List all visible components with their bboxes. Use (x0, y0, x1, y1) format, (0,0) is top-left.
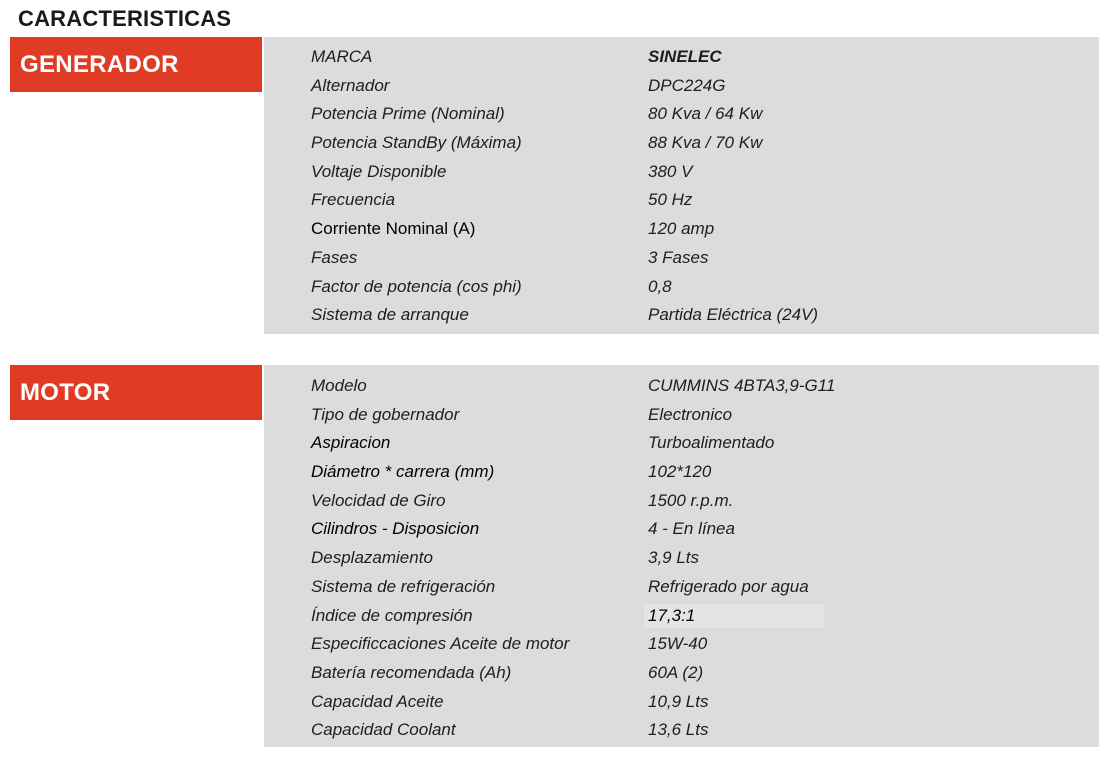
spec-row-voltaje (264, 158, 1099, 187)
spec-row-marca (264, 43, 1099, 72)
spec-key: Especificcaciones Aceite de motor (311, 634, 570, 654)
spec-row-aspiracion (264, 429, 1099, 458)
spec-value: 3,9 Lts (648, 548, 700, 568)
spec-row-cilindros (264, 515, 1099, 544)
spec-row-arranque (264, 301, 1099, 330)
spec-key: Potencia StandBy (Máxima) (311, 133, 522, 153)
spec-key: Tipo de gobernador (311, 404, 460, 424)
page-title: CARACTERISTICAS (18, 6, 232, 31)
spec-value: SINELEC (648, 47, 722, 66)
motor-section (0, 365, 1106, 747)
spec-value: DPC224G (648, 75, 726, 95)
spec-value: 60A (2) (648, 662, 704, 682)
spec-key: Capacidad Aceite (311, 691, 444, 711)
spec-key: Voltaje Disponible (311, 161, 447, 181)
spec-key: Índice de compresión (311, 605, 473, 625)
spec-value: Turboalimentado (648, 433, 775, 453)
spec-key: Desplazamiento (311, 548, 433, 568)
spec-key: Aspiracion (311, 433, 391, 453)
spec-key: Capacidad Coolant (311, 720, 456, 740)
spec-value: 50 Hz (648, 190, 693, 210)
spec-row-corriente (264, 215, 1099, 244)
generador-spec-panel (264, 37, 1099, 334)
spec-key: Sistema de arranque (311, 305, 469, 325)
spec-key: Sistema de refrigeración (311, 576, 496, 596)
spec-value: 80 Kva / 64 Kw (648, 104, 763, 124)
spec-value: 10,9 Lts (648, 691, 709, 711)
spec-value: 0,8 (648, 276, 672, 296)
spec-row-potencia-prime (264, 100, 1099, 129)
spec-row-refrigeracion (264, 573, 1099, 602)
spec-key: Factor de potencia (cos phi) (311, 276, 522, 296)
spec-key: Velocidad de Giro (311, 490, 446, 510)
spec-row-factor-potencia (264, 273, 1099, 302)
spec-value: 380 V (648, 161, 693, 181)
motor-label: MOTOR (10, 365, 262, 420)
spec-key: Fases (311, 247, 358, 267)
spec-key: Cilindros - Disposicion (311, 519, 480, 539)
spec-value: CUMMINS 4BTA3,9-G11 (648, 376, 836, 395)
spec-key: Diámetro * carrera (mm) (311, 462, 495, 482)
spec-row-capacidad-aceite (264, 688, 1099, 717)
spec-key: Potencia Prime (Nominal) (311, 104, 505, 124)
spec-row-bateria (264, 659, 1099, 688)
spec-row-compresion (264, 602, 1099, 631)
spec-value: 1500 r.p.m. (648, 490, 734, 510)
spec-row-desplazamiento (264, 544, 1099, 573)
spec-row-potencia-standby (264, 129, 1099, 158)
spec-value: 17,3:1 (648, 605, 696, 625)
spec-key: Corriente Nominal (A) (311, 219, 476, 239)
spec-row-frecuencia (264, 186, 1099, 215)
spec-value: 3 Fases (648, 247, 709, 267)
spec-row-capacidad-coolant (264, 716, 1099, 745)
spec-row-fases (264, 244, 1099, 273)
spec-row-diametro-carrera (264, 458, 1099, 487)
spec-value: 102*120 (648, 462, 712, 482)
spec-value: 4 - En línea (648, 519, 735, 539)
spec-value: Refrigerado por agua (648, 576, 809, 596)
spec-value: 15W-40 (648, 634, 708, 654)
spec-value: 88 Kva / 70 Kw (648, 133, 763, 153)
spec-value: Electronico (648, 404, 733, 424)
spec-key: Batería recomendada (Ah) (311, 662, 512, 682)
spec-row-velocidad (264, 487, 1099, 516)
spec-row-modelo (264, 372, 1099, 401)
spec-value: 13,6 Lts (648, 720, 709, 740)
spec-key: MARCA (311, 47, 373, 66)
spec-key: Alternador (311, 75, 390, 95)
spec-value: Partida Eléctrica (24V) (648, 305, 819, 325)
spec-row-aceite-spec (264, 630, 1099, 659)
spec-row-gobernador (264, 401, 1099, 430)
spec-row-alternador (264, 72, 1099, 101)
generador-label: GENERADOR (10, 37, 262, 92)
spec-key: Frecuencia (311, 190, 396, 210)
spec-value: 120 amp (648, 219, 715, 239)
generador-section (0, 37, 1106, 334)
motor-spec-panel (264, 365, 1099, 747)
spec-key: Modelo (311, 376, 367, 395)
